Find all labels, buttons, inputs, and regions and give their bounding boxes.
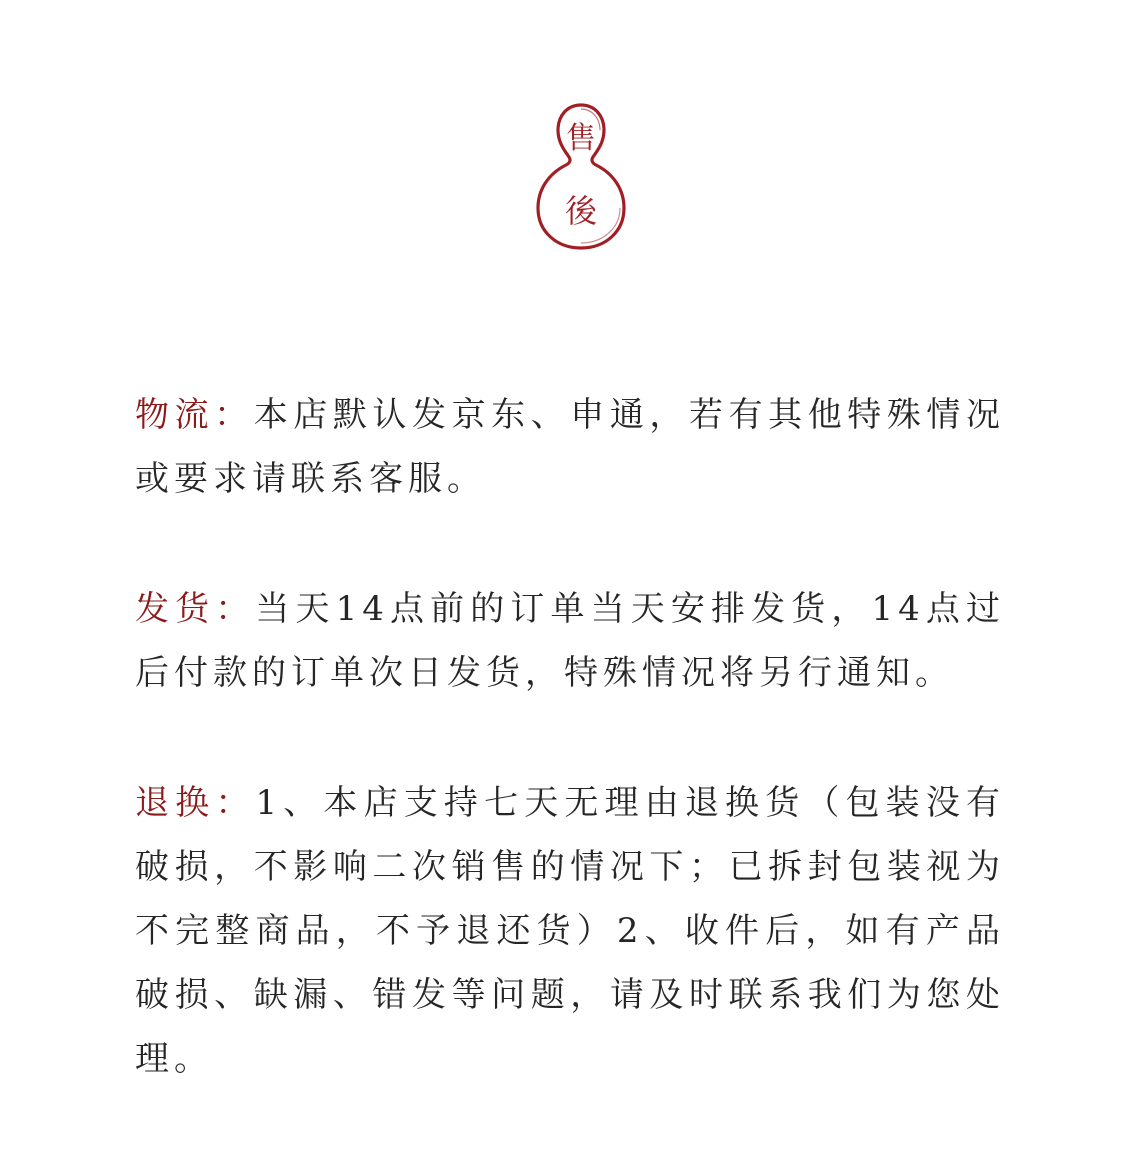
section-label-returns: 退换： — [135, 783, 256, 823]
section-text-shipping: 当天14点前的订单当天安排发货，14点过后付款的订单次日发货，特殊情况将另行通知。 — [135, 589, 1005, 693]
section-label-logistics: 物流： — [135, 395, 254, 435]
section-text-returns: 1、本店支持七天无理由退换货（包装没有破损，不影响二次销售的情况下；已拆封包装视为不完整商品，不予退还货）2、收件后，如有产品破损、缺漏、错发等问题，请及时联系我们为您处理。 — [135, 783, 1005, 1079]
after-sales-seal — [535, 102, 627, 250]
section-logistics — [135, 383, 1005, 511]
gourd-seal-icon — [535, 102, 627, 250]
seal-char-top: 售 — [566, 121, 596, 156]
section-text-logistics: 本店默认发京东、申通，若有其他特殊情况或要求请联系客服。 — [135, 395, 1006, 499]
section-shipping — [135, 577, 1005, 705]
after-sales-policy — [135, 383, 1005, 1157]
seal-char-bottom: 後 — [564, 192, 598, 230]
section-label-shipping: 发货： — [135, 589, 256, 629]
section-returns — [135, 771, 1005, 1091]
